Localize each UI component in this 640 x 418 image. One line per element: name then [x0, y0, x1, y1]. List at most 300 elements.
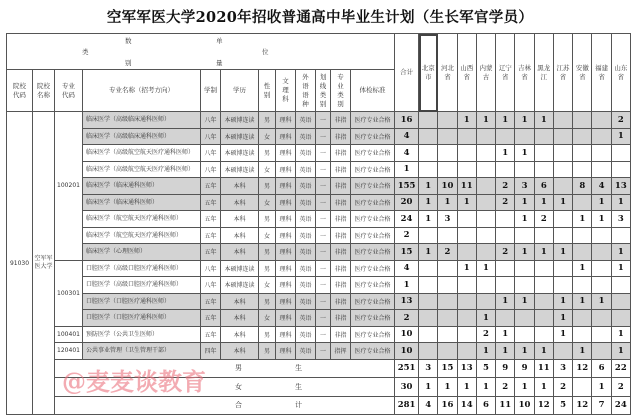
province-count-cell: 1 — [438, 194, 457, 211]
major-type-cell: 非指 — [331, 145, 351, 162]
province-count-cell — [534, 145, 553, 162]
province-count-cell: 1 — [496, 293, 515, 310]
major-type-cell: 非指 — [331, 178, 351, 195]
province-count-cell — [534, 128, 553, 145]
table-row — [7, 326, 631, 343]
province-count-cell — [592, 161, 611, 178]
province-count-cell — [419, 227, 438, 244]
province-count-cell: 1 — [476, 343, 495, 360]
summary-province-cell: 24 — [611, 396, 630, 415]
physical-exam-cell: 医疗专业合格 — [351, 343, 395, 360]
province-count-cell: 1 — [515, 145, 534, 162]
province-count-cell — [476, 277, 495, 294]
sex-cell: 女 — [259, 128, 276, 145]
physical-exam-cell: 医疗专业合格 — [351, 112, 395, 129]
province-count-cell — [476, 145, 495, 162]
degree-cell: 本科 — [221, 194, 259, 211]
province-count-cell: 2 — [611, 112, 630, 129]
province-count-cell — [476, 244, 495, 261]
line-type-cell: 一 — [316, 194, 331, 211]
province-count-cell: 1 — [457, 112, 476, 129]
province-count-cell: 1 — [611, 260, 630, 277]
header-school-code: 院校代码 — [7, 70, 33, 112]
row-total-cell: 13 — [395, 293, 419, 310]
subject-cell: 理科 — [276, 178, 296, 195]
header-major-code: 专业代码 — [55, 70, 83, 112]
major-name-cell: 临床医学（高级航空航天医疗通科医师） — [83, 161, 201, 178]
province-count-cell — [438, 293, 457, 310]
table-row — [7, 244, 631, 261]
header-province: 福建省 — [592, 34, 611, 112]
header-line-type: 划线类别 — [316, 70, 331, 112]
table-row — [7, 178, 631, 195]
table-row — [7, 211, 631, 228]
years-cell: 四年 — [201, 343, 221, 360]
province-count-cell — [534, 277, 553, 294]
header-physical-exam: 体检标准 — [351, 70, 395, 112]
province-count-cell — [419, 161, 438, 178]
province-count-cell: 11 — [457, 178, 476, 195]
subject-cell: 理科 — [276, 227, 296, 244]
province-count-cell — [534, 227, 553, 244]
row-total-cell: 24 — [395, 211, 419, 228]
province-count-cell: 2 — [496, 244, 515, 261]
header-province[interactable]: 北京市 — [419, 34, 438, 112]
province-count-cell: 1 — [611, 244, 630, 261]
page-title: 空军军医大学2020年招收普通高中毕业生计划（生长军官学员） — [106, 9, 534, 26]
line-type-cell: 一 — [316, 128, 331, 145]
province-count-cell — [515, 310, 534, 327]
province-count-cell — [457, 211, 476, 228]
sex-cell: 女 — [259, 277, 276, 294]
province-count-cell: 1 — [515, 244, 534, 261]
summary-province-cell: 13 — [457, 359, 476, 378]
province-count-cell — [515, 260, 534, 277]
province-count-cell — [496, 128, 515, 145]
province-count-cell: 1 — [457, 194, 476, 211]
summary-total-cell: 251 — [395, 359, 419, 378]
summary-province-cell: 1 — [534, 378, 553, 397]
header-char: 类 — [82, 48, 89, 56]
subject-cell: 理科 — [276, 244, 296, 261]
summary-province-cell: 1 — [457, 378, 476, 397]
province-count-cell — [611, 310, 630, 327]
subject-cell: 理科 — [276, 310, 296, 327]
language-cell: 英语 — [296, 326, 316, 343]
summary-province-cell: 6 — [592, 359, 611, 378]
summary-label-char: 合 — [235, 401, 242, 410]
province-count-cell — [573, 112, 592, 129]
subject-cell: 理科 — [276, 145, 296, 162]
province-count-cell — [553, 145, 572, 162]
province-count-cell: 1 — [553, 326, 572, 343]
sex-cell: 男 — [259, 112, 276, 129]
header-province: 河北省 — [438, 34, 457, 112]
province-count-cell: 1 — [553, 293, 572, 310]
province-count-cell — [573, 326, 592, 343]
province-count-cell: 1 — [534, 343, 553, 360]
province-count-cell — [553, 161, 572, 178]
province-count-cell: 6 — [534, 178, 553, 195]
summary-label-char: 男 — [235, 364, 242, 373]
table-row — [7, 293, 631, 310]
province-count-cell — [457, 310, 476, 327]
language-cell: 英语 — [296, 310, 316, 327]
province-count-cell: 1 — [496, 112, 515, 129]
degree-cell: 本科 — [221, 227, 259, 244]
years-cell: 八年 — [201, 128, 221, 145]
row-total-cell: 2 — [395, 227, 419, 244]
header-province: 山东省 — [611, 34, 630, 112]
years-cell: 八年 — [201, 145, 221, 162]
header-years: 学制 — [201, 70, 221, 112]
summary-label-char: 生 — [295, 382, 302, 391]
major-name-cell: 口腔医学（高级口腔医疗通科医师） — [83, 260, 201, 277]
degree-cell: 本科 — [221, 326, 259, 343]
province-count-cell — [476, 178, 495, 195]
summary-province-cell: 2 — [611, 378, 630, 397]
row-total-cell: 155 — [395, 178, 419, 195]
province-count-cell: 1 — [553, 194, 572, 211]
province-count-cell — [496, 227, 515, 244]
province-count-cell — [592, 260, 611, 277]
province-count-cell — [553, 128, 572, 145]
province-count-cell — [496, 161, 515, 178]
summary-province-cell: 11 — [496, 396, 515, 415]
summary-label — [55, 378, 395, 397]
province-count-cell — [496, 277, 515, 294]
summary-province-cell: 15 — [438, 359, 457, 378]
province-count-cell — [457, 161, 476, 178]
summary-label — [55, 396, 395, 415]
table-row — [7, 343, 631, 360]
province-count-cell — [592, 112, 611, 129]
header-province: 吉林省 — [515, 34, 534, 112]
line-type-cell: 一 — [316, 227, 331, 244]
summary-province-cell: 2 — [496, 378, 515, 397]
line-type-cell: 一 — [316, 277, 331, 294]
summary-province-cell — [573, 378, 592, 397]
header-province: 山西省 — [457, 34, 476, 112]
province-count-cell — [553, 343, 572, 360]
summary-province-cell: 9 — [515, 359, 534, 378]
province-count-cell — [611, 145, 630, 162]
province-count-cell — [438, 277, 457, 294]
province-count-cell — [573, 128, 592, 145]
summary-row — [7, 378, 631, 397]
province-count-cell — [419, 112, 438, 129]
province-count-cell — [419, 128, 438, 145]
row-total-cell: 16 — [395, 112, 419, 129]
province-count-cell: 1 — [611, 194, 630, 211]
province-count-cell — [573, 145, 592, 162]
province-count-cell — [592, 326, 611, 343]
province-count-cell — [419, 326, 438, 343]
province-count-cell — [457, 244, 476, 261]
major-type-cell: 非指 — [331, 128, 351, 145]
province-count-cell: 1 — [592, 211, 611, 228]
province-count-cell — [496, 211, 515, 228]
summary-label-char: 女 — [235, 382, 242, 391]
province-count-cell — [592, 277, 611, 294]
physical-exam-cell: 医疗专业合格 — [351, 326, 395, 343]
province-count-cell — [553, 112, 572, 129]
header-major-name: 专业名称（招考方向） — [83, 70, 201, 112]
province-count-cell: 1 — [496, 326, 515, 343]
degree-cell: 本科 — [221, 211, 259, 228]
language-cell: 英语 — [296, 161, 316, 178]
row-total-cell: 2 — [395, 310, 419, 327]
province-count-cell — [592, 227, 611, 244]
province-count-cell — [515, 227, 534, 244]
sex-cell: 女 — [259, 194, 276, 211]
major-code-cell: 120401 — [55, 343, 83, 360]
line-type-cell: 一 — [316, 260, 331, 277]
row-total-cell: 15 — [395, 244, 419, 261]
summary-label-char: 计 — [295, 401, 302, 410]
physical-exam-cell: 医疗专业合格 — [351, 128, 395, 145]
table-row — [7, 260, 631, 277]
summary-province-cell: 5 — [476, 359, 495, 378]
degree-cell: 本硕博连读 — [221, 112, 259, 129]
province-count-cell: 3 — [438, 211, 457, 228]
school-name-cell: 空军军医大学 — [33, 112, 55, 415]
province-count-cell — [419, 145, 438, 162]
province-count-cell: 1 — [476, 112, 495, 129]
header-province: 黑龙江 — [534, 34, 553, 112]
province-count-cell: 1 — [592, 194, 611, 211]
province-count-cell — [611, 161, 630, 178]
years-cell: 八年 — [201, 260, 221, 277]
province-count-cell: 1 — [573, 260, 592, 277]
header-degree: 学历 — [221, 70, 259, 112]
province-count-cell — [438, 343, 457, 360]
watermark: @麦麦谈教育 — [62, 367, 206, 396]
language-cell: 英语 — [296, 277, 316, 294]
province-count-cell — [515, 128, 534, 145]
table-row — [7, 128, 631, 145]
years-cell: 八年 — [201, 112, 221, 129]
summary-province-cell: 10 — [515, 396, 534, 415]
province-count-cell: 1 — [496, 145, 515, 162]
sex-cell: 男 — [259, 244, 276, 261]
province-count-cell — [573, 227, 592, 244]
language-cell: 英语 — [296, 178, 316, 195]
province-count-cell — [534, 310, 553, 327]
major-name-cell: 口腔医学（高级口腔医疗通科医师） — [83, 277, 201, 294]
province-count-cell: 1 — [419, 178, 438, 195]
table-row — [7, 194, 631, 211]
province-count-cell: 1 — [534, 194, 553, 211]
years-cell: 五年 — [201, 194, 221, 211]
province-count-cell: 1 — [419, 244, 438, 261]
province-count-cell: 1 — [534, 244, 553, 261]
physical-exam-cell: 医疗专业合格 — [351, 310, 395, 327]
province-count-cell — [457, 343, 476, 360]
major-name-cell: 临床医学（临床通科医师） — [83, 194, 201, 211]
language-cell: 英语 — [296, 211, 316, 228]
province-count-cell: 1 — [611, 343, 630, 360]
province-count-cell — [573, 310, 592, 327]
subject-cell: 理科 — [276, 277, 296, 294]
language-cell: 英语 — [296, 244, 316, 261]
sex-cell: 男 — [259, 178, 276, 195]
language-cell: 英语 — [296, 128, 316, 145]
province-count-cell — [457, 227, 476, 244]
major-type-cell: 非指 — [331, 112, 351, 129]
physical-exam-cell: 医疗专业合格 — [351, 145, 395, 162]
header-province: 辽宁省 — [496, 34, 515, 112]
line-type-cell: 一 — [316, 293, 331, 310]
province-count-cell — [457, 326, 476, 343]
category-header — [7, 34, 395, 70]
row-total-cell: 10 — [395, 343, 419, 360]
province-count-cell — [438, 260, 457, 277]
province-count-cell — [553, 277, 572, 294]
summary-province-cell: 11 — [534, 359, 553, 378]
table-row — [7, 277, 631, 294]
province-count-cell — [438, 128, 457, 145]
line-type-cell: 一 — [316, 244, 331, 261]
years-cell: 八年 — [201, 161, 221, 178]
subject-cell: 理科 — [276, 194, 296, 211]
province-count-cell: 10 — [438, 178, 457, 195]
province-count-cell: 2 — [438, 244, 457, 261]
major-code-cell: 100401 — [55, 326, 83, 343]
physical-exam-cell: 医疗专业合格 — [351, 161, 395, 178]
province-count-cell — [553, 178, 572, 195]
school-code-cell: 91030 — [7, 112, 33, 415]
language-cell: 英语 — [296, 145, 316, 162]
subject-cell: 理科 — [276, 260, 296, 277]
province-count-cell: 1 — [515, 194, 534, 211]
physical-exam-cell: 医疗专业合格 — [351, 194, 395, 211]
province-count-cell: 1 — [496, 343, 515, 360]
header-total: 合计 — [395, 34, 419, 112]
major-type-cell: 指挥 — [331, 343, 351, 360]
header-char: 数 — [125, 37, 132, 45]
province-count-cell — [534, 161, 553, 178]
row-total-cell: 4 — [395, 128, 419, 145]
subject-cell: 理科 — [276, 326, 296, 343]
summary-total-cell: 281 — [395, 396, 419, 415]
province-count-cell: 1 — [573, 343, 592, 360]
province-count-cell — [457, 128, 476, 145]
province-count-cell: 1 — [515, 112, 534, 129]
physical-exam-cell: 医疗专业合格 — [351, 178, 395, 195]
major-name-cell: 临床医学（航空航天医疗通科医师） — [83, 211, 201, 228]
subject-cell: 理科 — [276, 128, 296, 145]
summary-province-cell: 1 — [476, 378, 495, 397]
province-count-cell — [592, 244, 611, 261]
header-province: 内蒙古 — [476, 34, 495, 112]
years-cell: 五年 — [201, 244, 221, 261]
table-row — [7, 310, 631, 327]
header-char: 量 — [216, 59, 223, 67]
line-type-cell: 一 — [316, 145, 331, 162]
sex-cell: 女 — [259, 227, 276, 244]
province-count-cell — [419, 293, 438, 310]
degree-cell: 本科 — [221, 343, 259, 360]
province-count-cell — [419, 310, 438, 327]
province-count-cell — [419, 343, 438, 360]
years-cell: 五年 — [201, 293, 221, 310]
major-type-cell: 非指 — [331, 194, 351, 211]
province-count-cell: 1 — [611, 128, 630, 145]
province-count-cell — [515, 161, 534, 178]
province-count-cell: 3 — [611, 211, 630, 228]
province-count-cell: 3 — [515, 178, 534, 195]
language-cell: 英语 — [296, 260, 316, 277]
province-count-cell — [438, 326, 457, 343]
physical-exam-cell: 医疗专业合格 — [351, 244, 395, 261]
summary-province-cell: 1 — [592, 378, 611, 397]
province-count-cell — [592, 128, 611, 145]
province-count-cell — [419, 277, 438, 294]
province-count-cell: 2 — [496, 178, 515, 195]
province-count-cell — [476, 211, 495, 228]
degree-cell: 本硕博连读 — [221, 128, 259, 145]
province-count-cell: 1 — [573, 211, 592, 228]
province-count-cell — [592, 145, 611, 162]
years-cell: 五年 — [201, 326, 221, 343]
major-type-cell: 非指 — [331, 293, 351, 310]
major-type-cell: 非指 — [331, 326, 351, 343]
province-count-cell — [438, 310, 457, 327]
province-count-cell: 1 — [515, 343, 534, 360]
line-type-cell: 一 — [316, 211, 331, 228]
summary-province-cell: 22 — [611, 359, 630, 378]
header-school-name: 院校名称 — [33, 70, 55, 112]
major-name-cell: 临床医学（临床通科医师） — [83, 178, 201, 195]
province-count-cell — [534, 260, 553, 277]
row-total-cell: 1 — [395, 161, 419, 178]
summary-province-cell: 3 — [553, 359, 572, 378]
language-cell: 英语 — [296, 293, 316, 310]
province-count-cell — [457, 293, 476, 310]
degree-cell: 本科 — [221, 244, 259, 261]
province-count-cell: 1 — [573, 293, 592, 310]
table-row — [7, 145, 631, 162]
province-count-cell — [496, 310, 515, 327]
province-count-cell — [476, 161, 495, 178]
province-count-cell — [534, 326, 553, 343]
province-count-cell — [611, 293, 630, 310]
province-count-cell: 1 — [419, 194, 438, 211]
province-count-cell — [476, 293, 495, 310]
province-count-cell: 13 — [611, 178, 630, 195]
summary-province-cell: 1 — [515, 378, 534, 397]
province-count-cell — [592, 310, 611, 327]
summary-total-cell: 30 — [395, 378, 419, 397]
major-code-cell: 100201 — [55, 112, 83, 261]
degree-cell: 本硕博连读 — [221, 145, 259, 162]
subject-cell: 理科 — [276, 211, 296, 228]
major-name-cell: 口腔医学（口腔医疗通科医师） — [83, 293, 201, 310]
major-name-cell: 公共事业管理（卫生管理干部） — [83, 343, 201, 360]
major-type-cell: 非指 — [331, 211, 351, 228]
province-count-cell — [438, 145, 457, 162]
row-total-cell: 10 — [395, 326, 419, 343]
subject-cell: 理科 — [276, 293, 296, 310]
province-count-cell — [611, 227, 630, 244]
degree-cell: 本科 — [221, 178, 259, 195]
header-char: 单 — [216, 37, 223, 45]
sex-cell: 男 — [259, 145, 276, 162]
province-count-cell: 1 — [553, 244, 572, 261]
line-type-cell: 一 — [316, 326, 331, 343]
province-count-cell — [611, 277, 630, 294]
